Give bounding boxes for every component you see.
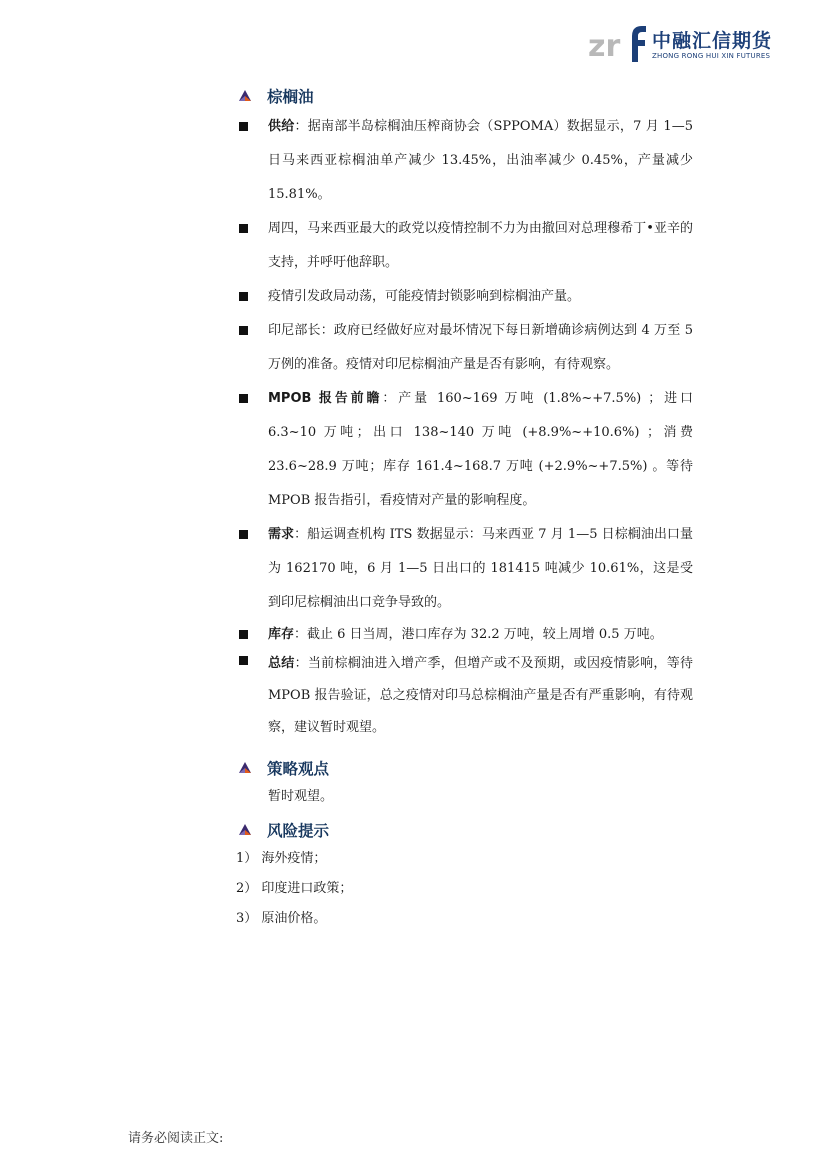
zrf-logo-icon [588, 22, 648, 64]
bullet-item [237, 212, 693, 280]
square-bullet-icon [239, 394, 248, 403]
triangle-bullet-icon [238, 823, 252, 837]
square-bullet-icon [239, 630, 248, 639]
bullet-text [268, 382, 693, 518]
bullet-label: 总结 [268, 656, 295, 671]
bullet-text [268, 622, 693, 648]
square-bullet-icon [239, 326, 248, 335]
square-bullet-icon [239, 530, 248, 539]
section-heading-strategy [237, 754, 693, 782]
section-heading-palm [237, 82, 693, 110]
bullet-label: 库存 [268, 627, 295, 642]
bullet-text [268, 648, 693, 744]
bullet-label: 供给 [268, 119, 295, 134]
bullet-body: 印尼部长：政府已经做好应对最坏情况下每日新增确诊病例达到 4 万至 5 万例的准备。疫情对印尼棕榈油产量是否有影响，有待观察。 [268, 323, 693, 372]
strategy-text: 暂时观望。 [268, 789, 334, 804]
bullet-label: 需求 [268, 527, 295, 542]
bullet-item [237, 648, 693, 744]
bullet-item [237, 382, 693, 518]
bullet-body: 周四，马来西亚最大的政党以疫情控制不力为由撤回对总理穆希丁•亚辛的支持，并呼吁他辞职。 [268, 221, 693, 270]
palm-item-list [237, 110, 693, 744]
report-body [237, 76, 693, 934]
triangle-bullet-icon [238, 761, 252, 775]
section-title: 策略观点 [267, 760, 330, 778]
risk-list [237, 844, 693, 934]
bullet-body: 疫情引发政局动荡，可能疫情封锁影响到棕榈油产量。 [268, 289, 581, 304]
bullet-item [237, 110, 693, 212]
section-title: 风险提示 [267, 822, 330, 840]
bullet-text [268, 110, 693, 212]
bullet-text [268, 212, 693, 280]
svg-text:zr: zr [588, 29, 621, 64]
logo-chinese-name: 中融汇信期货 [652, 30, 773, 52]
square-bullet-icon [239, 122, 248, 131]
footer-note: 请务必阅读正文: [128, 1131, 224, 1146]
risk-item: 2） 印度进口政策； [236, 881, 353, 896]
bullet-item [237, 280, 693, 314]
square-bullet-icon [239, 224, 248, 233]
square-bullet-icon [239, 656, 248, 665]
bullet-body: ：产量 160~169 万吨 (1.8%~+7.5%) ；进口 6.3~10 万吨；出口 138~140 万吨 (+8.9%~+10.6%) ；消费 23.6~28.9 万吨；库存 161.4~168.7 万吨 (+2.9%~+7.5%) 。等待 MPOB 报告指引，看疫情对产量的影响程度。 [268, 391, 694, 508]
square-bullet-icon [239, 292, 248, 301]
bullet-body: ：截止 6 日当周，港口库存为 32.2 万吨，较上周增 0.5 万吨。 [294, 627, 663, 642]
risk-item: 3） 原油价格。 [236, 911, 327, 926]
bullet-text [268, 518, 693, 620]
logo-english-name: ZHONG RONG HUI XIN FUTURES [652, 52, 771, 60]
company-logo [588, 22, 778, 64]
bullet-label: MPOB 报告前瞻 [268, 391, 383, 406]
bullet-body: ：当前棕榈油进入增产季，但增产或不及预期，或因疫情影响，等待 MPOB 报告验证，总之疫情对印马总棕榈油产量是否有严重影响，有待观察，建议暂时观望。 [268, 656, 693, 735]
bullet-body: ：据南部半岛棕榈油压榨商协会（SPPOMA）数据显示，7 月 1—5 日马来西亚棕榈油单产减少 13.45%，出油率减少 0.45%，产量减少 15.81%。 [268, 119, 693, 202]
bullet-text [268, 280, 693, 314]
section-title: 棕榈油 [267, 88, 314, 106]
triangle-bullet-icon [238, 89, 252, 103]
bullet-item [237, 622, 693, 648]
bullet-item [237, 518, 693, 620]
section-heading-risk [237, 816, 693, 844]
risk-item: 1） 海外疫情； [236, 851, 327, 866]
bullet-item [237, 314, 693, 382]
bullet-text [268, 314, 693, 382]
bullet-body: ：船运调查机构 ITS 数据显示：马来西亚 7 月 1—5 日棕榈油出口量为 162170 吨，6 月 1—5 日出口的 181415 吨减少 10.61%，这是受到印尼棕榈油出口竞争导致的。 [268, 527, 693, 610]
